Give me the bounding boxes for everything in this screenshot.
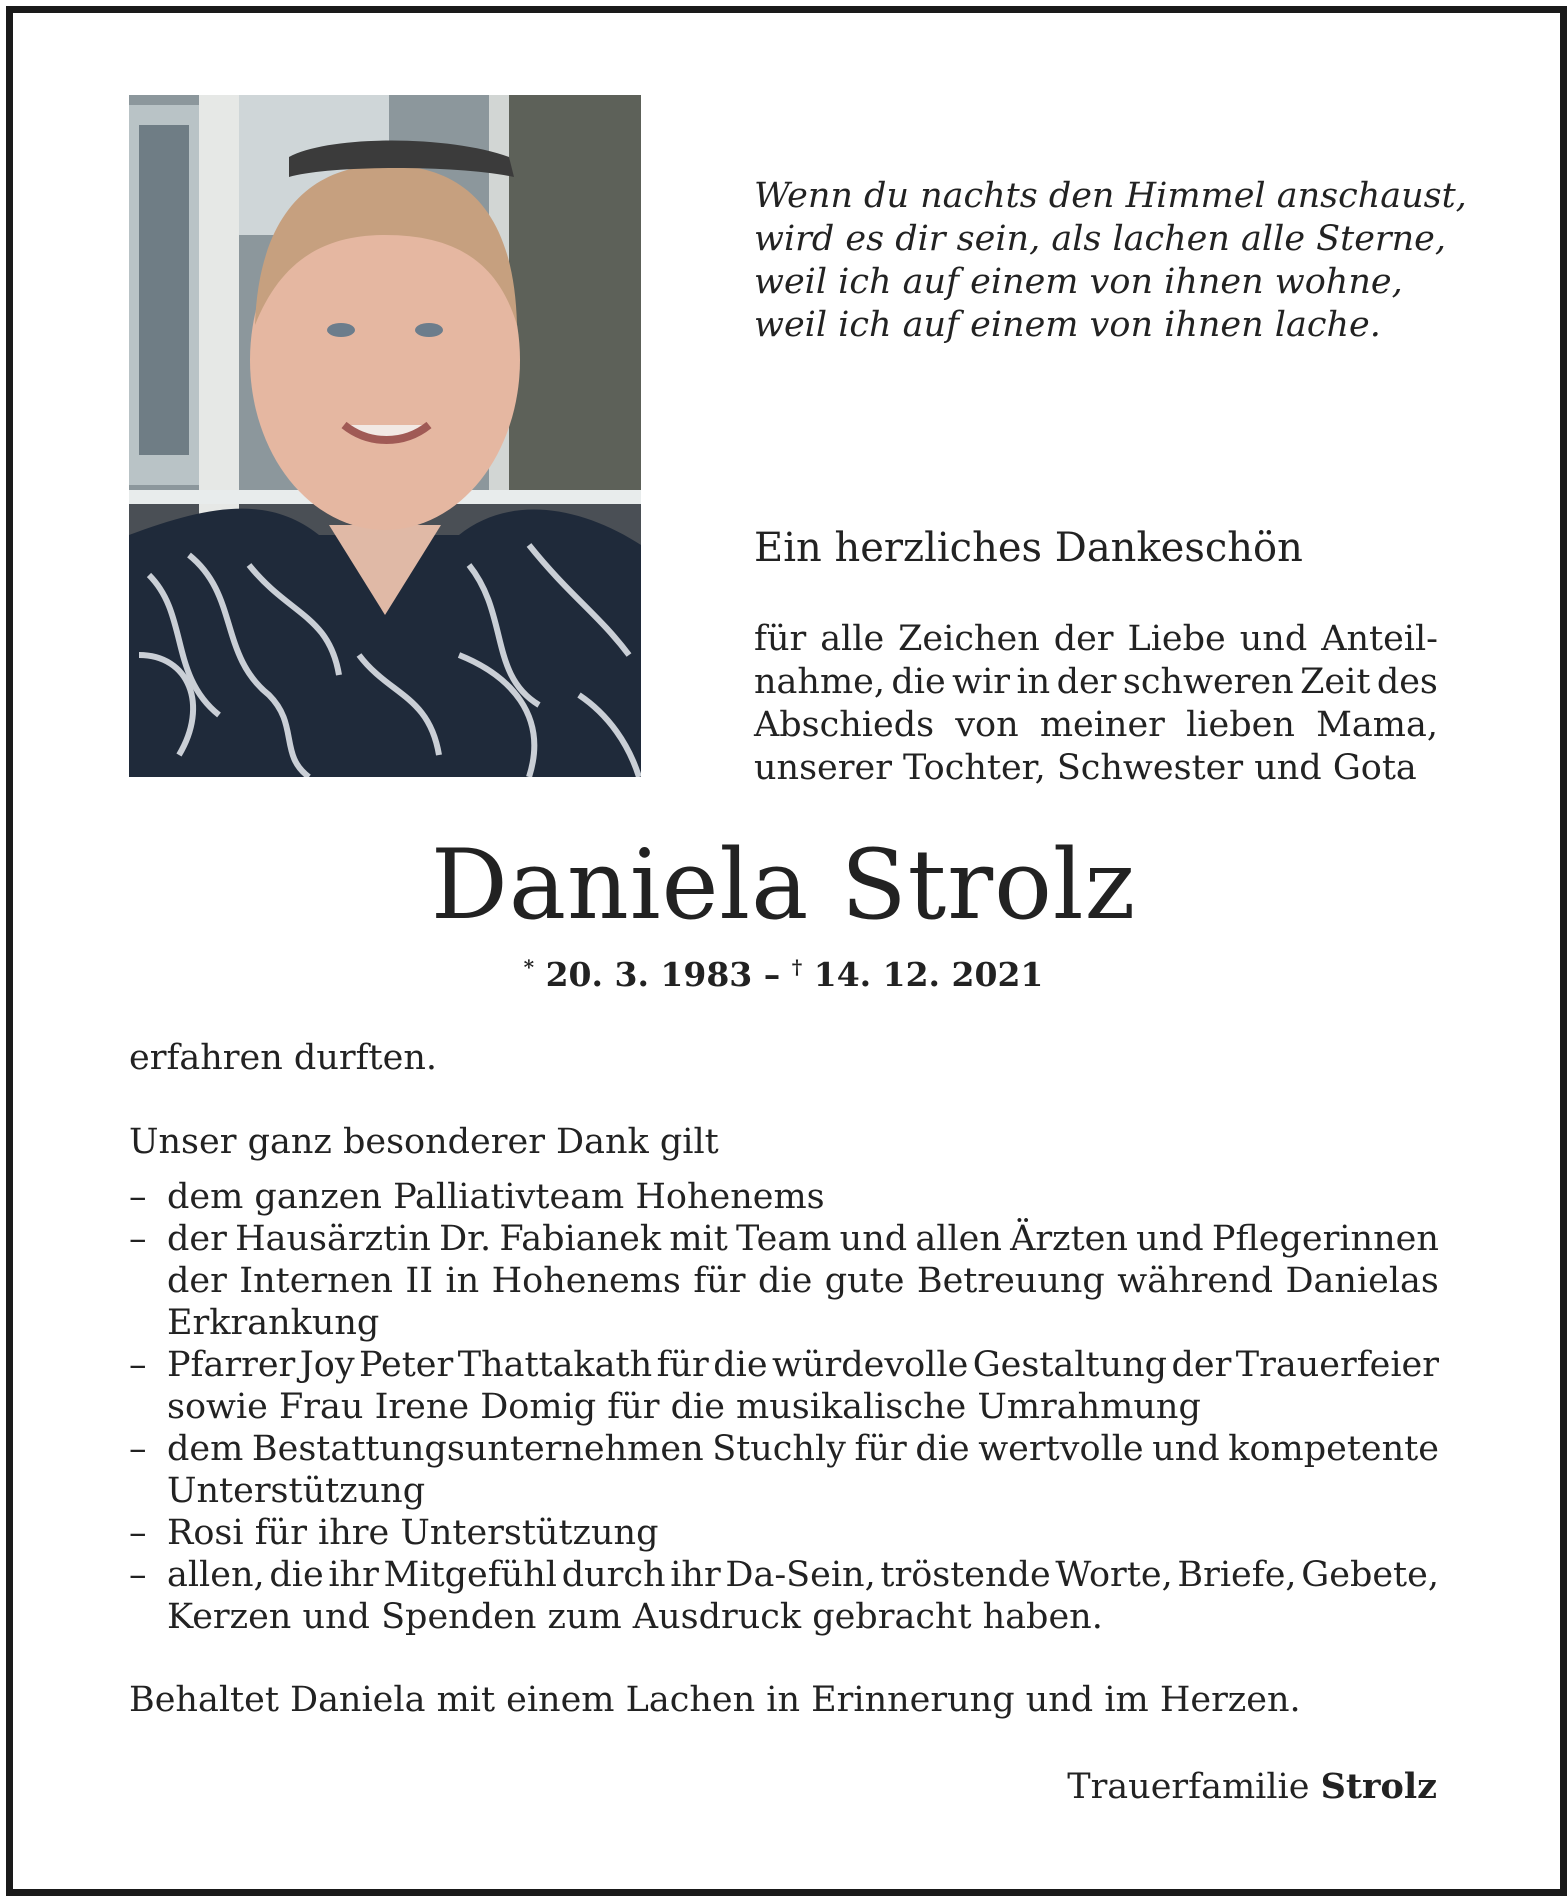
special-thanks-list	[129, 1176, 1439, 1638]
list-item-line: Rosi für ihre Unterstützung	[167, 1513, 659, 1553]
deceased-name: Daniela Strolz	[430, 829, 1137, 941]
thanks-list-item	[129, 1344, 1439, 1428]
list-dash: –	[129, 1345, 147, 1385]
list-dash: –	[129, 1177, 147, 1217]
closing-text: Behaltet Daniela mit einem Lachen in Erinnerung und im Herzen.	[129, 1680, 1301, 1720]
list-item-line: Unterstützung	[167, 1471, 426, 1511]
list-item-line: Pfarrer Joy Peter Thattakath für die würdevolle Gestaltung der Trauerfeier	[167, 1345, 1439, 1385]
born-symbol: *	[523, 955, 535, 979]
intro-line: Abschieds von meiner lieben Mama,	[754, 705, 1438, 745]
life-dates	[0, 955, 1567, 994]
list-item-line: Kerzen und Spenden zum Ausdruck gebracht haben.	[167, 1597, 1103, 1637]
date-separator: –	[763, 955, 781, 994]
list-dash: –	[129, 1429, 147, 1469]
list-dash: –	[129, 1513, 147, 1553]
portrait-photo	[129, 95, 641, 777]
died-symbol: †	[791, 955, 803, 979]
thanks-list-item	[129, 1218, 1439, 1344]
intro-line: nahme, die wir in der schweren Zeit des	[754, 662, 1438, 702]
list-item-line: sowie Frau Irene Domig für die musikalische Umrahmung	[167, 1387, 1201, 1427]
list-dash: –	[129, 1219, 147, 1259]
list-item-line: dem Bestattungsunternehmen Stuchly für die wertvolle und kompetente	[167, 1429, 1439, 1469]
list-dash: –	[129, 1555, 147, 1595]
intro-line: für alle Zeichen der Liebe und Anteil-	[754, 619, 1438, 659]
list-item-line: allen, die ihr Mitgefühl durch ihr Da-Sein, tröstende Worte, Briefe, Gebete,	[167, 1555, 1439, 1595]
death-date: 14. 12. 2021	[813, 955, 1044, 994]
continuation-text: erfahren durften.	[129, 1038, 437, 1078]
list-item-line: Erkrankung	[167, 1303, 380, 1343]
signature	[1067, 1766, 1437, 1807]
poem-line: wird es dir sein, als lachen alle Sterne,	[754, 219, 1447, 259]
portrait-illustration	[129, 95, 641, 777]
intro-line: unserer Tochter, Schwester und Gota	[754, 748, 1417, 788]
signature-family: Strolz	[1320, 1766, 1437, 1807]
poem-line: Wenn du nachts den Himmel anschaust,	[754, 176, 1467, 216]
poem-line: weil ich auf einem von ihnen wohne,	[754, 262, 1403, 302]
poem	[754, 175, 1467, 347]
birth-date: 20. 3. 1983	[545, 955, 753, 994]
thanks-intro	[754, 618, 1438, 790]
thanks-list-item	[129, 1428, 1439, 1512]
thanks-list-item	[129, 1554, 1439, 1638]
list-item-line: der Internen II in Hohenems für die gute Betreuung während Danielas	[167, 1261, 1439, 1301]
thanks-list-item	[129, 1512, 1439, 1554]
list-item-line: der Hausärztin Dr. Fabianek mit Team und allen Ärzten und Pflegerinnen	[167, 1219, 1439, 1259]
thanks-heading: Ein herzliches Dankeschön	[754, 525, 1303, 571]
poem-line: weil ich auf einem von ihnen lache.	[754, 305, 1381, 345]
special-thanks-title: Unser ganz besonderer Dank gilt	[129, 1122, 719, 1162]
thanks-list-item	[129, 1176, 1439, 1218]
list-item-line: dem ganzen Palliativteam Hohenems	[167, 1177, 825, 1217]
signature-prefix: Trauerfamilie	[1067, 1767, 1310, 1807]
